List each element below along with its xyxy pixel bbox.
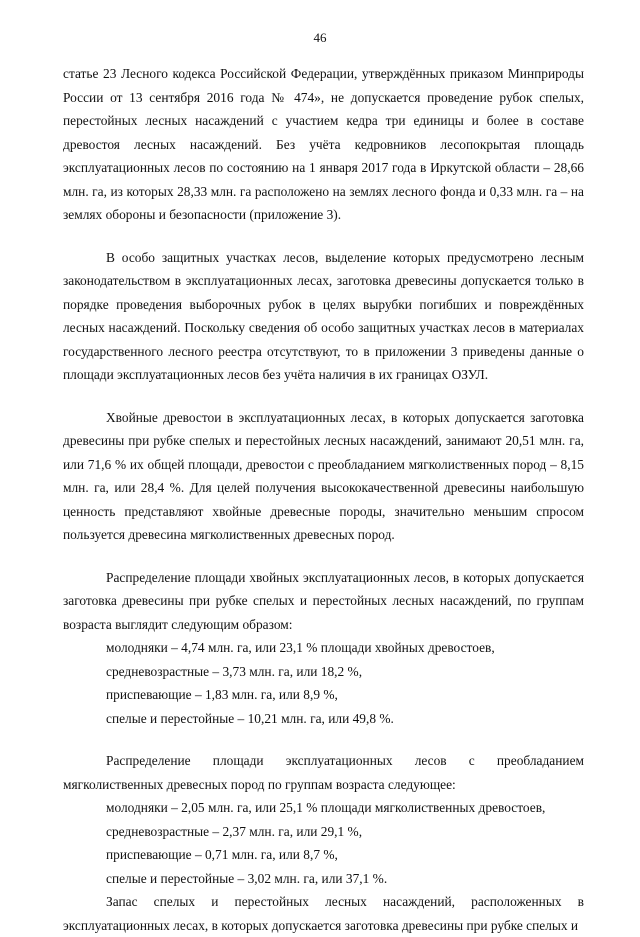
paragraph-protective-areas: В особо защитных участках лесов, выделение которых предусмотрено лесным законодательством в эксплуатационных лесах, заготовка древесины допускается только в порядке проведения выборочных рубок в целях вырубки погибших и повреждённых лесных насаждений. Поскольку сведения об особо защитных участках лесов в материалах государственного лесного реестра отсутствуют, то в приложении 3 приведены данные о площади эксплуатационных лесов без учёта наличия в их границах ОЗУЛ.	[63, 249, 584, 382]
paragraph-continuation: статье 23 Лесного кодекса Российской Федерации, утверждённых приказом Минприроды России от 13 сентября 2016 года № 474», не допускается проведение рубок спелых, перестойных лесных насаждений с участием кедра три единицы и более в составе древостоя лесных насаждений. Без учёта кедровников лесопокрытая площадь эксплуатационных лесов по состоянию на 1 января 2017 года в Иркутской области – 28,66 млн. га, из которых 28,33 млн. га расположено на землях лесного фонда и 0,33 млн. га – на землях обороны и безопасности (приложение 3).	[63, 66, 584, 222]
page-number: 46	[313, 30, 327, 45]
list-item: спелые и перестойные – 10,21 млн. га, или 49,8 %.	[106, 710, 394, 726]
list-item: средневозрастные – 2,37 млн. га, или 29,1 %,	[106, 823, 363, 839]
document-body	[63, 0, 584, 937]
paragraph-conifer-distribution: Распределение площади хвойных эксплуатационных лесов, в которых допускается заготовка древесины при рубке спелых и перестойных лесных насаждений, по группам возраста выглядит следующим образом:	[63, 569, 584, 632]
conifer-age-groups-list	[63, 636, 584, 730]
list-item: приспевающие – 1,83 млн. га, или 8,9 %,	[106, 687, 338, 702]
list-item: приспевающие – 0,71 млн. га, или 8,7 %,	[106, 847, 338, 862]
paragraph-mature-stock: Запас спелых и перестойных лесных насаждений, расположенных в эксплуатационных лесах, в которых допускается заготовка древесины при рубке спелых и	[63, 894, 584, 933]
list-item: средневозрастные – 3,73 млн. га, или 18,2 %,	[106, 663, 363, 679]
paragraph-conifer-stands: Хвойные древостои в эксплуатационных лесах, в которых допускается заготовка древесины при рубке спелых и перестойных лесных насаждений, занимают 20,51 млн. га, или 71,6 % их общей площади, древостои с преобладанием мягколиственных пород – 8,15 млн. га, или 28,4 %. Для целей получения высококачественной древесины наибольшую ценность представляют хвойные древесные породы, значительно меньшим спросом пользуется древесина мягколиственных древесных пород.	[63, 409, 584, 542]
list-item: молодняки – 4,74 млн. га, или 23,1 % площади хвойных древостоев,	[106, 640, 495, 655]
list-item: молодняки – 2,05 млн. га, или 25,1 % площади мягколиственных древостоев,	[106, 800, 546, 815]
paragraph-softwood-distribution: Распределение площади эксплуатационных лесов с преобладанием мягколиственных древесных пород по группам возраста следующее:	[63, 753, 584, 792]
softwood-age-groups-list	[63, 796, 584, 890]
list-item: спелые и перестойные – 3,02 млн. га, или 37,1 %.	[106, 870, 388, 886]
